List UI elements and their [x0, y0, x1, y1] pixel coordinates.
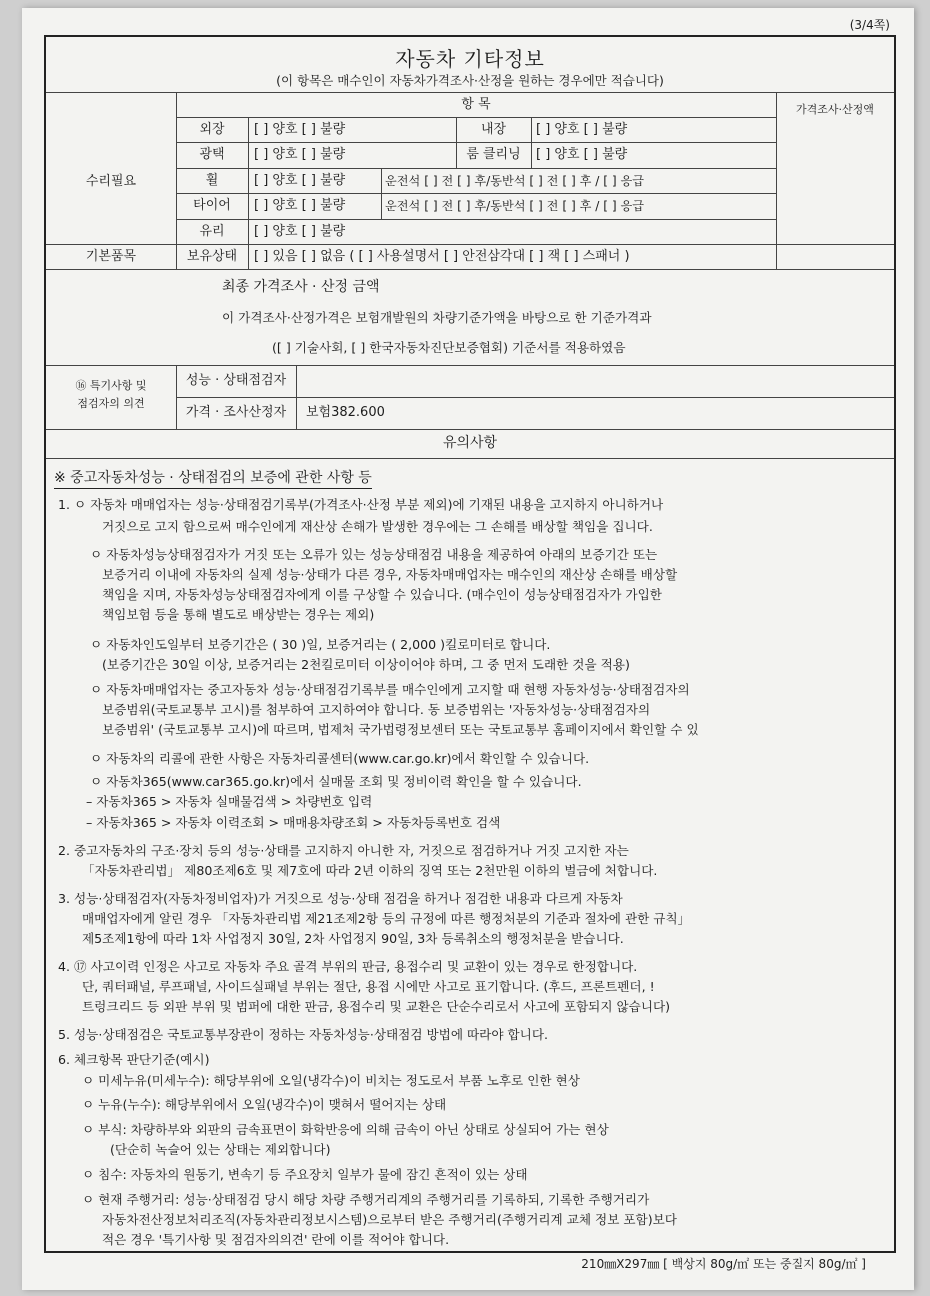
- notice-line: 보증범위(국토교통부 고시)를 첨부하여 고지하여야 합니다. 동 보증범위는 '자동차성능·상태점검자의: [102, 702, 651, 717]
- exterior-options: [ ] 양호 [ ] 불량: [254, 122, 346, 137]
- notice-line: 책임보험 등을 통해 별도로 배상받는 경우는 제외): [102, 607, 375, 622]
- gloss-options: [ ] 양호 [ ] 불량: [254, 147, 346, 162]
- notice-line: ㅇ 미세누유(미세누수): 해당부위에 오일(냉각수)이 비치는 정도로서 부품 노후로 인한 현상: [82, 1073, 580, 1088]
- tire-position: 운전석 [ ] 전 [ ] 후/동반석 [ ] 전 [ ] 후 / [ ] 응급: [385, 199, 645, 213]
- wheel-label: 휠: [205, 173, 219, 188]
- notice-line: 거짓으로 고지 함으로써 매수인에게 재산상 손해가 발생한 경우에는 그 손해를 배상할 책임을 집니다.: [102, 519, 653, 534]
- room-cleaning-options: [ ] 양호 [ ] 불량: [536, 147, 628, 162]
- price-inspector-value: 보험382.600: [306, 405, 385, 420]
- notice-line: ㅇ 자동차인도일부터 보증기간은 ( 30 )일, 보증거리는 ( 2,000 )킬로미터로 합니다.: [90, 637, 551, 652]
- notice-line: – 자동차365 > 자동차 실매물검색 > 차량번호 입력: [86, 794, 373, 809]
- glass-options: [ ] 양호 [ ] 불량: [254, 224, 346, 239]
- notice-line: ㅇ 부식: 차량하부와 외판의 금속표면이 화학반응에 의해 금속이 아닌 상태로 상실되어 가는 현상: [82, 1122, 609, 1137]
- notice-line: (보증기간은 30일 이상, 보증거리는 2천킬로미터 이상이어야 하며, 그 중 먼저 도래한 것을 적용): [102, 657, 630, 672]
- final-price-line-1: 이 가격조사·산정가격은 보험개발원의 차량기준가액을 바탕으로 한 기준가격과: [222, 310, 652, 325]
- notice-line: 보증범위' (국토교통부 고시)에 따르며, 법제처 국가법령정보센터 또는 국토교통부 홈페이지에서 확인할 수 있: [102, 722, 699, 737]
- notice-line: 자동차전산정보처리조직(자동차관리정보시스템)으로부터 받은 주행거리(주행거리계 교체 정보 포함)보다: [102, 1212, 677, 1227]
- notice-line: 단, 쿼터패널, 루프패널, 사이드실패널 부위는 절단, 용접 시에만 사고로 표기합니다. (후드, 프론트펜더, !: [82, 979, 655, 994]
- notice-line: 3. 성능·상태점검자(자동차정비업자)가 거짓으로 성능·상태 점검을 하거나 점검한 내용과 다르게 자동차: [58, 891, 623, 906]
- repair-needed-label: 수리필요: [85, 174, 137, 189]
- tire-options: [ ] 양호 [ ] 불량: [254, 198, 346, 213]
- notice-line: 6. 체크항목 판단기준(예시): [58, 1052, 210, 1067]
- interior-options: [ ] 양호 [ ] 불량: [536, 122, 628, 137]
- glass-label: 유리: [199, 224, 225, 239]
- form-subtitle: (이 항목은 매수인이 자동차가격조사·산정을 원하는 경우에만 적습니다): [276, 73, 664, 88]
- notice-line: 책임을 지며, 자동차성능상태점검자에게 이를 구상할 수 있습니다. (매수인이 성능상태점검자가 가입한: [102, 587, 662, 602]
- notice-line: ㅇ 침수: 자동차의 원동기, 변속기 등 주요장치 일부가 물에 잠긴 흔적이 있는 상태: [82, 1167, 528, 1182]
- tire-label: 타이어: [193, 198, 231, 213]
- remarks-label-line-1: ⑯ 특기사항 및: [75, 379, 147, 392]
- header-price: 가격조사·산정액: [796, 103, 874, 116]
- exterior-label: 외장: [199, 122, 225, 137]
- notice-line: 매매업자에게 알린 경우 「자동차관리법 제21조제2항 등의 규정에 따른 행정처분의 기준과 절차에 관한 규칙」: [82, 911, 691, 926]
- remarks-label-line-2: 점검자의 의견: [77, 397, 145, 410]
- wheel-position: 운전석 [ ] 전 [ ] 후/동반석 [ ] 전 [ ] 후 / [ ] 응급: [385, 174, 645, 188]
- notice-line: ㅇ 자동차매매업자는 중고자동차 성능·상태점검기록부를 매수인에게 고지할 때 현행 자동차성능·상태점검자의: [90, 682, 690, 697]
- price-inspector-label: 가격 · 조사산정자: [185, 405, 287, 420]
- notice-line: 트렁크리드 등 외판 부위 및 범퍼에 대한 판금, 용접수리 및 교환은 단순수리로서 사고에 포함되지 않습니다): [82, 999, 671, 1014]
- notice-line: 적은 경우 '특기사항 및 점검자의의견' 란에 이를 적어야 합니다.: [102, 1232, 450, 1247]
- notice-subheading: ※ 중고자동차성능 · 상태점검의 보증에 관한 사항 등: [54, 467, 372, 487]
- notice-line: ㅇ 누유(누수): 해당부위에서 오일(냉각수)이 맺혀서 떨어지는 상태: [82, 1097, 447, 1112]
- room-cleaning-label: 룸 클리닝: [466, 147, 521, 162]
- notice-line: 1. ㅇ 자동차 매매업자는 성능·상태점검기록부(가격조사·산정 부분 제외)에 기재된 내용을 고지하지 아니하거나: [58, 497, 664, 512]
- final-price-line-2: ([ ] 기술사회, [ ] 한국자동차진단보증협회) 기준서를 적용하였음: [272, 340, 626, 355]
- page-number: (3/4쪽): [849, 18, 890, 32]
- notice-heading: 유의사항: [442, 435, 498, 451]
- notice-line: ㅇ 자동차365(www.car365.go.kr)에서 실매물 조회 및 정비이력 확인을 할 수 있습니다.: [90, 774, 582, 789]
- notice-line: ㅇ 현재 주행거리: 성능·상태점검 당시 해당 차량 주행거리계의 주행거리를 기록하되, 기록한 주행거리가: [82, 1192, 650, 1207]
- form-title: 자동차 기타정보: [395, 47, 545, 71]
- notice-line: 「자동차관리법」 제80조제6호 및 제7호에 따라 2년 이하의 징역 또는 2천만원 이하의 벌금에 처합니다.: [82, 863, 658, 878]
- paper-sheet: [22, 8, 914, 1290]
- header-item: 항 목: [461, 97, 491, 112]
- interior-label: 내장: [480, 122, 507, 137]
- notice-line: 2. 중고자동차의 구조·장치 등의 성능·상태를 고지하지 아니한 자, 거짓으로 점검하거나 거짓 고지한 자는: [58, 843, 629, 858]
- notice-line: 제5조제1항에 따라 1차 사업정지 30일, 2차 사업정지 90일, 3차 등록취소의 행정처분을 받습니다.: [82, 931, 624, 946]
- notice-line: 4. ⑰ 사고이력 인정은 사고로 자동차 주요 골격 부위의 판금, 용접수리 및 교환이 있는 경우로 한정합니다.: [58, 959, 638, 974]
- notice-line: (단순히 녹슬어 있는 상태는 제외합니다): [110, 1142, 331, 1157]
- basic-items-label: 기본품목: [85, 249, 137, 264]
- inspector-label: 성능 · 상태점검자: [185, 373, 287, 388]
- notice-line: 5. 성능·상태점검은 국토교통부장관이 정하는 자동차성능·상태점검 방법에 따라야 합니다.: [58, 1027, 549, 1042]
- gloss-label: 광택: [199, 147, 225, 162]
- basic-status-options: [ ] 있음 [ ] 없음 ( [ ] 사용설명서 [ ] 안전삼각대 [ ] 잭 [ ] 스패너 ): [254, 249, 630, 264]
- basic-status-label: 보유상태: [186, 249, 238, 264]
- form-frame: [44, 35, 896, 1253]
- wheel-options: [ ] 양호 [ ] 불량: [254, 173, 346, 188]
- notice-line: – 자동차365 > 자동차 이력조회 > 매매용차량조회 > 자동차등록번호 검색: [86, 815, 501, 830]
- notice-line: 보증거리 이내에 자동차의 실제 성능·상태가 다른 경우, 자동차매매업자는 매수인의 재산상 손해를 배상할: [102, 567, 678, 582]
- notice-line: ㅇ 자동차성능상태점검자가 거짓 또는 오류가 있는 성능상태점검 내용을 제공하여 아래의 보증기간 또는: [90, 547, 658, 562]
- paper-spec-footer: 210㎜X297㎜ [ 백상지 80g/㎡ 또는 중질지 80g/㎡ ]: [581, 1257, 866, 1271]
- notice-line: ㅇ 자동차의 리콜에 관한 사항은 자동차리콜센터(www.car.go.kr)에서 확인할 수 있습니다.: [90, 751, 590, 766]
- final-price-heading: 최종 가격조사 · 산정 금액: [222, 279, 380, 295]
